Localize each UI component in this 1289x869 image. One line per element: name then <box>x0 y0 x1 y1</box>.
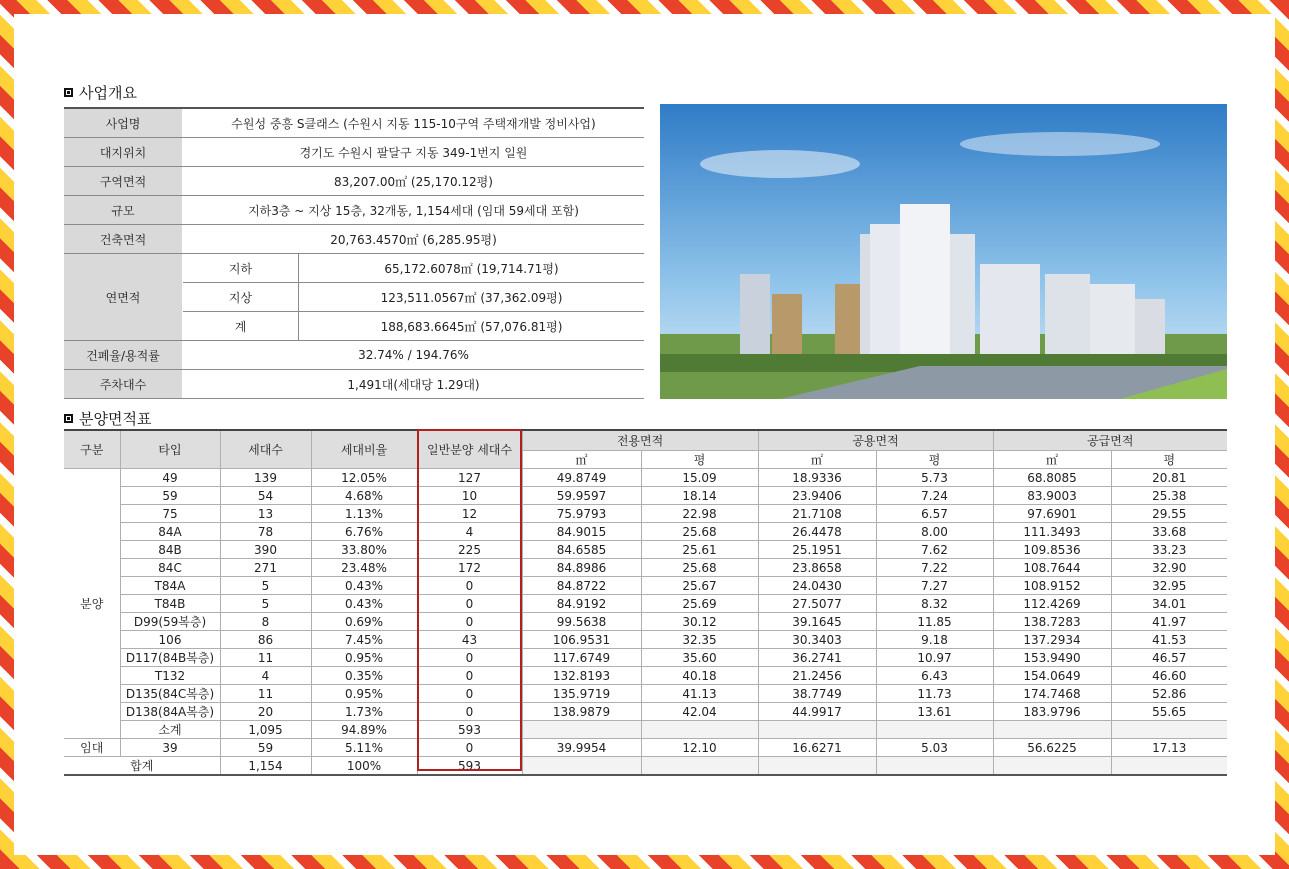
header-unit-pyeong: 평 <box>876 451 993 469</box>
overview-value: 83,207.00㎡ (25,170.12평) <box>183 167 645 196</box>
rental-cell: 5.03 <box>876 739 993 757</box>
table-cell: 18.9336 <box>758 469 876 487</box>
overview-label: 대지위치 <box>64 138 183 167</box>
header-group: 구분 <box>64 430 120 469</box>
table-cell: 108.7644 <box>993 559 1111 577</box>
subtotal-cell: 94.89% <box>311 721 417 739</box>
header-unit-m2: ㎡ <box>758 451 876 469</box>
table-cell: 41.13 <box>641 685 758 703</box>
table-cell: 0 <box>417 595 522 613</box>
table-cell: T132 <box>120 667 220 685</box>
table-cell: 106.9531 <box>522 631 641 649</box>
table-cell: 52.86 <box>1111 685 1227 703</box>
empty-cell <box>1111 757 1227 776</box>
table-cell: 15.09 <box>641 469 758 487</box>
table-cell: 153.9490 <box>993 649 1111 667</box>
table-cell: 0.43% <box>311 577 417 595</box>
total-label: 합계 <box>64 757 220 776</box>
table-cell: T84B <box>120 595 220 613</box>
table-cell: 8 <box>220 613 311 631</box>
header-unit-pyeong: 평 <box>1111 451 1227 469</box>
table-cell: 32.90 <box>1111 559 1227 577</box>
table-cell: 42.04 <box>641 703 758 721</box>
header-exclusive-area: 전용면적 <box>522 430 758 451</box>
table-cell: 22.98 <box>641 505 758 523</box>
table-cell: D138(84A복층) <box>120 703 220 721</box>
overview-label: 주차대수 <box>64 370 183 399</box>
rental-cell: 59 <box>220 739 311 757</box>
table-cell: 0.43% <box>311 595 417 613</box>
table-cell: 109.8536 <box>993 541 1111 559</box>
table-cell: 84.8986 <box>522 559 641 577</box>
table-cell: 23.48% <box>311 559 417 577</box>
table-cell: 13 <box>220 505 311 523</box>
table-cell: 68.8085 <box>993 469 1111 487</box>
rental-cell: 17.13 <box>1111 739 1227 757</box>
table-cell: 10.97 <box>876 649 993 667</box>
table-cell: 5 <box>220 577 311 595</box>
table-cell: 174.7468 <box>993 685 1111 703</box>
table-cell: 271 <box>220 559 311 577</box>
rental-cell: 12.10 <box>641 739 758 757</box>
table-cell: 25.68 <box>641 559 758 577</box>
overview-row <box>64 138 644 167</box>
table-cell: 0.69% <box>311 613 417 631</box>
table-row <box>64 541 1227 559</box>
table-cell: 117.6749 <box>522 649 641 667</box>
table-cell: 172 <box>417 559 522 577</box>
table-cell: 11 <box>220 649 311 667</box>
rental-cell: 39 <box>120 739 220 757</box>
subtotal-cell: 소계 <box>120 721 220 739</box>
table-cell: 18.14 <box>641 487 758 505</box>
table-cell: 49.8749 <box>522 469 641 487</box>
table-row <box>64 523 1227 541</box>
overview-value: 188,683.6645㎡ (57,076.81평) <box>299 312 645 341</box>
table-cell: 7.22 <box>876 559 993 577</box>
table-cell: 12.05% <box>311 469 417 487</box>
table-cell: 4.68% <box>311 487 417 505</box>
empty-cell <box>522 721 641 739</box>
table-cell: 25.61 <box>641 541 758 559</box>
table-row <box>64 559 1227 577</box>
table-cell: 33.23 <box>1111 541 1227 559</box>
apartment-rendering-image <box>660 104 1227 399</box>
overview-value: 123,511.0567㎡ (37,362.09평) <box>299 283 645 312</box>
table-cell: 106 <box>120 631 220 649</box>
table-cell: 84A <box>120 523 220 541</box>
table-cell: 25.69 <box>641 595 758 613</box>
empty-cell <box>641 721 758 739</box>
overview-label: 연면적 <box>64 254 183 341</box>
table-cell: 23.9406 <box>758 487 876 505</box>
header-supply-area: 공급면적 <box>993 430 1227 451</box>
table-cell: 24.0430 <box>758 577 876 595</box>
table-cell: 55.65 <box>1111 703 1227 721</box>
table-cell: 59.9597 <box>522 487 641 505</box>
table-cell: 11.85 <box>876 613 993 631</box>
table-cell: 33.68 <box>1111 523 1227 541</box>
table-cell: 154.0649 <box>993 667 1111 685</box>
table-cell: 7.27 <box>876 577 993 595</box>
table-cell: 46.60 <box>1111 667 1227 685</box>
total-row <box>64 757 1227 776</box>
table-cell: 83.9003 <box>993 487 1111 505</box>
table-cell: 13.61 <box>876 703 993 721</box>
table-cell: 29.55 <box>1111 505 1227 523</box>
table-cell: 25.38 <box>1111 487 1227 505</box>
overview-value: 20,763.4570㎡ (6,285.95평) <box>183 225 645 254</box>
header-general-sale: 일반분양 세대수 <box>417 430 522 469</box>
table-cell: 40.18 <box>641 667 758 685</box>
header-unit-m2: ㎡ <box>993 451 1111 469</box>
table-cell: D99(59복층) <box>120 613 220 631</box>
table-cell: 6.43 <box>876 667 993 685</box>
overview-row <box>64 108 644 138</box>
table-cell: 6.57 <box>876 505 993 523</box>
rental-cell: 5.11% <box>311 739 417 757</box>
table-cell: 49 <box>120 469 220 487</box>
table-cell: 135.9719 <box>522 685 641 703</box>
overview-row <box>64 254 644 283</box>
area-table <box>64 429 1227 776</box>
overview-value: 지하3층 ~ 지상 15층, 32개동, 1,154세대 (임대 59세대 포함) <box>183 196 645 225</box>
empty-cell <box>876 757 993 776</box>
overview-label: 구역면적 <box>64 167 183 196</box>
table-cell: 9.18 <box>876 631 993 649</box>
overview-row <box>64 341 644 370</box>
overview-row <box>64 370 644 399</box>
table-cell: 0 <box>417 613 522 631</box>
table-cell: 11 <box>220 685 311 703</box>
table-cell: 84.9015 <box>522 523 641 541</box>
table-cell: 4 <box>220 667 311 685</box>
table-row <box>64 469 1227 487</box>
table-cell: 25.68 <box>641 523 758 541</box>
table-cell: 30.3403 <box>758 631 876 649</box>
table-cell: 20.81 <box>1111 469 1227 487</box>
table-cell: 138.9879 <box>522 703 641 721</box>
table-cell: 84.6585 <box>522 541 641 559</box>
table-cell: 0 <box>417 649 522 667</box>
table-cell: 8.32 <box>876 595 993 613</box>
overview-table <box>64 107 644 399</box>
header-ratio: 세대비율 <box>311 430 417 469</box>
table-cell: 27.5077 <box>758 595 876 613</box>
overview-row <box>64 225 644 254</box>
table-row <box>64 595 1227 613</box>
table-row <box>64 613 1227 631</box>
table-cell: 54 <box>220 487 311 505</box>
empty-cell <box>993 757 1111 776</box>
rental-cell: 임대 <box>64 739 120 757</box>
rental-cell: 0 <box>417 739 522 757</box>
table-cell: 10 <box>417 487 522 505</box>
table-cell: 36.2741 <box>758 649 876 667</box>
table-cell: 139 <box>220 469 311 487</box>
table-cell: 137.2934 <box>993 631 1111 649</box>
table-cell: 138.7283 <box>993 613 1111 631</box>
table-cell: 5.73 <box>876 469 993 487</box>
empty-cell <box>1111 721 1227 739</box>
table-cell: 127 <box>417 469 522 487</box>
table-cell: 38.7749 <box>758 685 876 703</box>
table-cell: 75.9793 <box>522 505 641 523</box>
table-cell: 11.73 <box>876 685 993 703</box>
header-unit-pyeong: 평 <box>641 451 758 469</box>
table-cell: 86 <box>220 631 311 649</box>
empty-cell <box>758 757 876 776</box>
table-cell: 59 <box>120 487 220 505</box>
table-cell: 5 <box>220 595 311 613</box>
table-cell: 8.00 <box>876 523 993 541</box>
table-cell: 39.1645 <box>758 613 876 631</box>
table-cell: 132.8193 <box>522 667 641 685</box>
empty-cell <box>522 757 641 776</box>
rental-row <box>64 739 1227 757</box>
table-cell: 6.76% <box>311 523 417 541</box>
overview-label: 규모 <box>64 196 183 225</box>
table-cell: 7.62 <box>876 541 993 559</box>
table-cell: 34.01 <box>1111 595 1227 613</box>
table-cell: 32.95 <box>1111 577 1227 595</box>
overview-section-title: 사업개요 <box>64 82 137 103</box>
table-cell: 84C <box>120 559 220 577</box>
table-cell: 84.9192 <box>522 595 641 613</box>
table-cell: 4 <box>417 523 522 541</box>
subtotal-row <box>64 721 1227 739</box>
table-cell: 111.3493 <box>993 523 1111 541</box>
table-cell: 0.95% <box>311 649 417 667</box>
overview-label: 건축면적 <box>64 225 183 254</box>
subtotal-cell: 1,095 <box>220 721 311 739</box>
table-cell: 7.24 <box>876 487 993 505</box>
table-cell: 46.57 <box>1111 649 1227 667</box>
table-cell: 43 <box>417 631 522 649</box>
table-cell: T84A <box>120 577 220 595</box>
total-cell: 1,154 <box>220 757 311 776</box>
overview-value: 65,172.6078㎡ (19,714.71평) <box>299 254 645 283</box>
overview-value: 1,491대(세대당 1.29대) <box>183 370 645 399</box>
table-cell: 23.8658 <box>758 559 876 577</box>
table-cell: 44.9917 <box>758 703 876 721</box>
table-cell: 225 <box>417 541 522 559</box>
table-header-row <box>64 430 1227 451</box>
total-cell: 100% <box>311 757 417 776</box>
table-cell: 20 <box>220 703 311 721</box>
table-cell: 0 <box>417 703 522 721</box>
table-cell: 99.5638 <box>522 613 641 631</box>
table-cell: 7.45% <box>311 631 417 649</box>
rental-cell: 16.6271 <box>758 739 876 757</box>
table-cell: 78 <box>220 523 311 541</box>
table-cell: 12 <box>417 505 522 523</box>
table-row <box>64 577 1227 595</box>
overview-label: 사업명 <box>64 108 183 138</box>
table-cell: 0.95% <box>311 685 417 703</box>
table-cell: 183.9796 <box>993 703 1111 721</box>
table-row <box>64 703 1227 721</box>
header-unit-m2: ㎡ <box>522 451 641 469</box>
table-cell: 75 <box>120 505 220 523</box>
table-cell: 108.9152 <box>993 577 1111 595</box>
table-cell: 112.4269 <box>993 595 1111 613</box>
area-section-title: 분양면적표 <box>64 408 151 429</box>
overview-sublabel: 지상 <box>183 283 299 312</box>
table-cell: D135(84C복층) <box>120 685 220 703</box>
table-row <box>64 505 1227 523</box>
table-cell: 97.6901 <box>993 505 1111 523</box>
header-units: 세대수 <box>220 430 311 469</box>
table-cell: 1.13% <box>311 505 417 523</box>
table-cell: 25.67 <box>641 577 758 595</box>
header-common-area: 공용면적 <box>758 430 993 451</box>
table-cell: 25.1951 <box>758 541 876 559</box>
table-row <box>64 487 1227 505</box>
empty-cell <box>993 721 1111 739</box>
table-row <box>64 685 1227 703</box>
table-cell: 33.80% <box>311 541 417 559</box>
total-cell: 593 <box>417 757 522 776</box>
table-cell: 0.35% <box>311 667 417 685</box>
table-cell: 30.12 <box>641 613 758 631</box>
empty-cell <box>876 721 993 739</box>
empty-cell <box>641 757 758 776</box>
sale-group-label: 분양 <box>64 469 120 739</box>
overview-label: 건폐율/용적률 <box>64 341 183 370</box>
table-cell: 1.73% <box>311 703 417 721</box>
overview-row <box>64 196 644 225</box>
table-cell: 0 <box>417 667 522 685</box>
table-cell: 35.60 <box>641 649 758 667</box>
table-cell: 0 <box>417 577 522 595</box>
overview-sublabel: 지하 <box>183 254 299 283</box>
table-cell: D117(84B복층) <box>120 649 220 667</box>
subtotal-cell: 593 <box>417 721 522 739</box>
table-cell: 41.97 <box>1111 613 1227 631</box>
table-cell: 84.8722 <box>522 577 641 595</box>
table-row <box>64 667 1227 685</box>
table-cell: 41.53 <box>1111 631 1227 649</box>
square-bullet-icon <box>64 414 73 423</box>
overview-value: 32.74% / 194.76% <box>183 341 645 370</box>
table-cell: 21.2456 <box>758 667 876 685</box>
table-cell: 390 <box>220 541 311 559</box>
overview-sublabel: 계 <box>183 312 299 341</box>
rental-cell: 39.9954 <box>522 739 641 757</box>
overview-value: 경기도 수원시 팔달구 지동 349-1번지 일원 <box>183 138 645 167</box>
square-bullet-icon <box>64 88 73 97</box>
table-cell: 32.35 <box>641 631 758 649</box>
rental-cell: 56.6225 <box>993 739 1111 757</box>
table-row <box>64 631 1227 649</box>
overview-row <box>64 167 644 196</box>
overview-value: 수원성 중흥 S클래스 (수원시 지동 115-10구역 주택재개발 정비사업) <box>183 108 645 138</box>
header-type: 타입 <box>120 430 220 469</box>
table-cell: 0 <box>417 685 522 703</box>
table-cell: 26.4478 <box>758 523 876 541</box>
table-cell: 21.7108 <box>758 505 876 523</box>
table-cell: 84B <box>120 541 220 559</box>
empty-cell <box>758 721 876 739</box>
table-row <box>64 649 1227 667</box>
